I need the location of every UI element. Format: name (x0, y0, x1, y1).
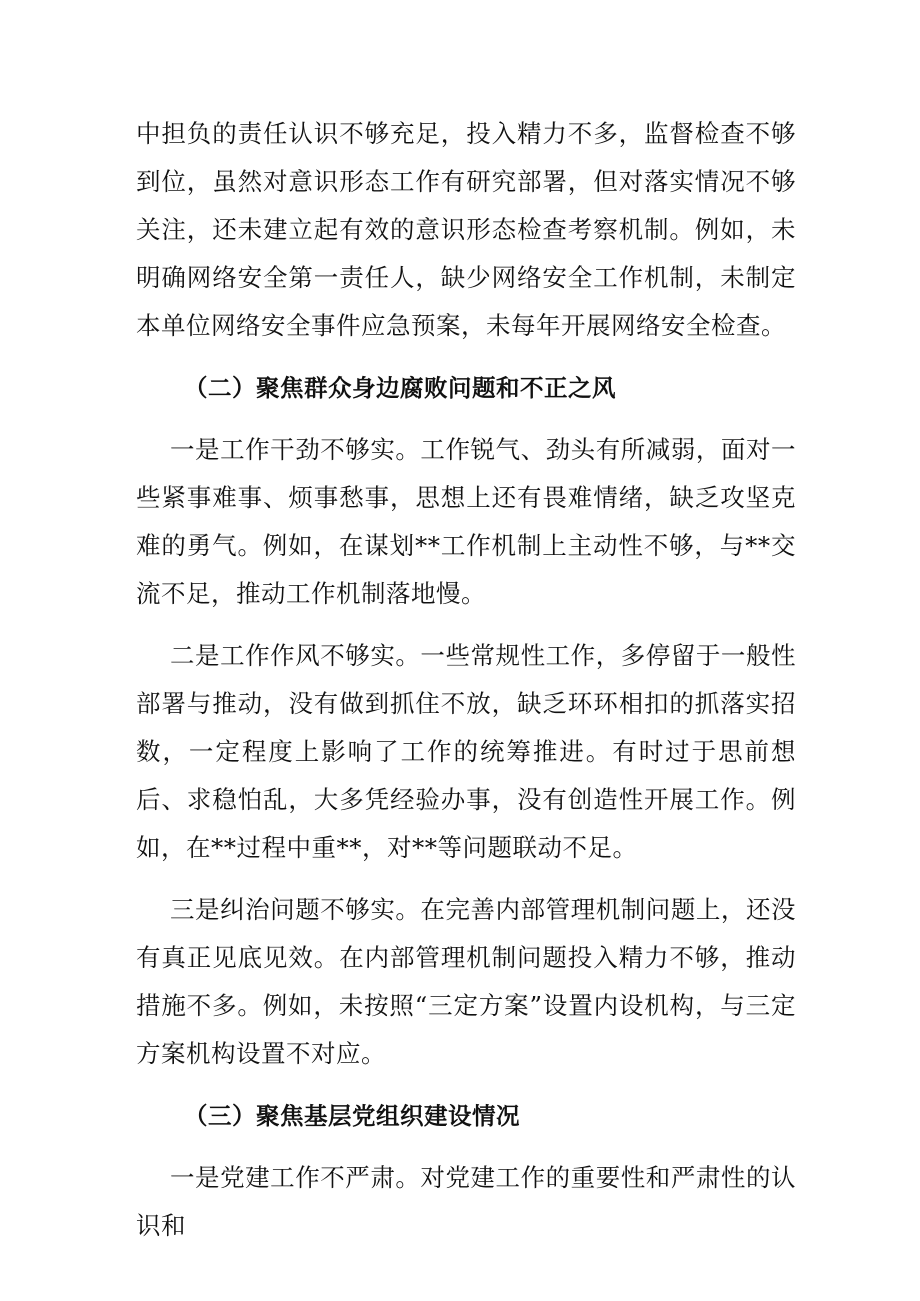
paragraph-party-building: 一是党建工作不严肃。对党建工作的重要性和严肃性的认识和 (136, 1163, 796, 1240)
paragraph-work-drive: 一是工作干劲不够实。工作锐气、劲头有所减弱，面对一些紧事难事、烦事愁事，思想上还有畏难情绪，缺乏攻坚克难的勇气。例如，在谋划**工作机制上主动性不够，与**交流不足，推动工作机制落地慢。 (136, 435, 796, 608)
section-heading-2: （二）聚焦群众身边腐败问题和不正之风 (184, 374, 616, 402)
document-body (136, 110, 796, 1250)
paragraph-problem-rectification: 三是纠治问题不够实。在完善内部管理机制问题上，还没有真正见底见效。在内部管理机制问题投入精力不够，推动措施不多。例如，未按照“三定方案”设置内设机构，与三定方案机构设置不对应。 (136, 895, 796, 1068)
paragraph-ideology-responsibility: 中担负的责任认识不够充足，投入精力不多，监督检查不够到位，虽然对意识形态工作有研究部署，但对落实情况不够关注，还未建立起有效的意识形态检查考察机制。例如，未明确网络安全第一责任人，缺少网络安全工作机制，未制定本单位网络安全事件应急预案，未每年开展网络安全检查。 (136, 119, 796, 340)
paragraph-work-style: 二是工作作风不够实。一些常规性工作，多停留于一般性部署与推动，没有做到抓住不放，缺乏环环相扣的抓落实招数，一定程度上影响了工作的统筹推进。有时过于思前想后、求稳怕乱，大多凭经验办事，没有创造性开展工作。例如，在**过程中重**，对**等问题联动不足。 (136, 641, 796, 862)
section-heading-3: （三）聚焦基层党组织建设情况 (184, 1102, 520, 1130)
